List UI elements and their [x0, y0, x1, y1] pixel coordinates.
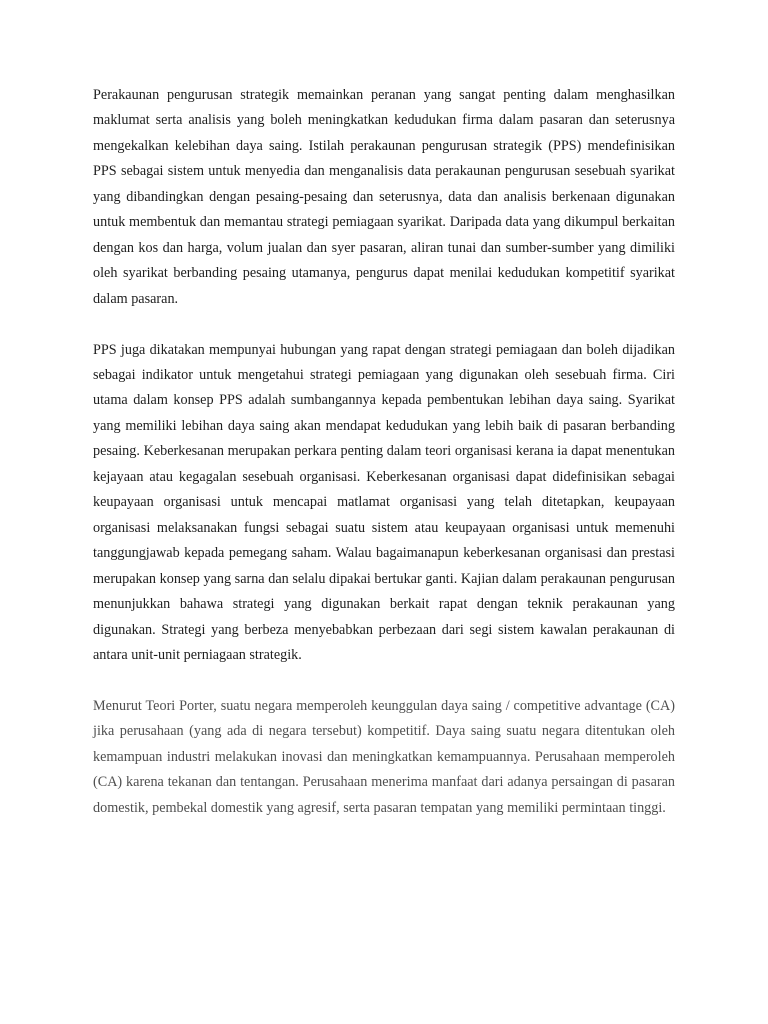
paragraph-pps-definition: Perakaunan pengurusan strategik memainkan peranan yang sangat penting dalam menghasilkan maklumat serta analisis yang boleh meningkatkan kedudukan firma dalam pasaran dan seterusnya mengekalkan kelebihan daya saing. Istilah perakaunan pengurusan strategik (PPS) mendefinisikan PPS sebagai sistem untuk menyedia dan menganalisis data perakaunan pengurusan sesebuah syarikat yang dibandingkan dengan pesaing-pesaing dan seterusnya, data dan analisis berkenaan digunakan untuk membentuk dan memantau strategi pemiagaan syarikat. Daripada data yang dikumpul berkaitan dengan kos dan harga, volum jualan dan syer pasaran, aliran tunai dan sumber-sumber yang dimiliki oleh syarikat berbanding pesaing utamanya, pengurus dapat menilai kedudukan kompetitif syarikat dalam pasaran.: [93, 87, 675, 307]
paragraph-porter-theory: Menurut Teori Porter, suatu negara memperoleh keunggulan daya saing / competitive advantage (CA) jika perusahaan (yang ada di negara tersebut) kompetitif. Daya saing suatu negara ditentukan oleh kemampuan industri melakukan inovasi dan meningkatkan kemampuannya. Perusahaan memperoleh (CA) karena tekanan dan tentangan. Perusahaan menerima manfaat dari adanya persaingan di pasaran domestik, pembekal domestik yang agresif, serta pasaran tempatan yang memiliki permintaan tinggi.: [93, 697, 675, 816]
document-page: [93, 83, 675, 847]
paragraph-pps-strategy: PPS juga dikatakan mempunyai hubungan yang rapat dengan strategi pemiagaan dan boleh dijadikan sebagai indikator untuk mengetahui strategi pemiagaan yang digunakan oleh sesebuah firma. Ciri utama dalam konsep PPS adalah sumbangannya kepada pembentukan lebihan daya saing. Syarikat yang memiliki lebihan daya saing akan mendapat kedudukan yang lebih baik di pasaran berbanding pesaing. Keberkesanan merupakan perkara penting dalam teori organisasi kerana ia dapat menentukan kejayaan atau kegagalan sesebuah organisasi. Keberkesanan organisasi dapat didefinisikan sebagai keupayaan organisasi untuk mencapai matlamat organisasi yang telah ditetapkan, keupayaan organisasi melaksanakan fungsi sebagai suatu sistem atau keupayaan organisasi untuk memenuhi tanggungjawab kepada pemegang saham. Walau bagaimanapun keberkesanan organisasi dan prestasi merupakan konsep yang sarna dan selalu dipakai bertukar ganti. Kajian dalam perakaunan pengurusan menunjukkan bahawa strategi yang digunakan berkait rapat dengan teknik perakaunan yang digunakan. Strategi yang berbeza menyebabkan perbezaan dari segi sistem kawalan perakaunan di antara unit-unit perniagaan strategik.: [93, 341, 675, 663]
